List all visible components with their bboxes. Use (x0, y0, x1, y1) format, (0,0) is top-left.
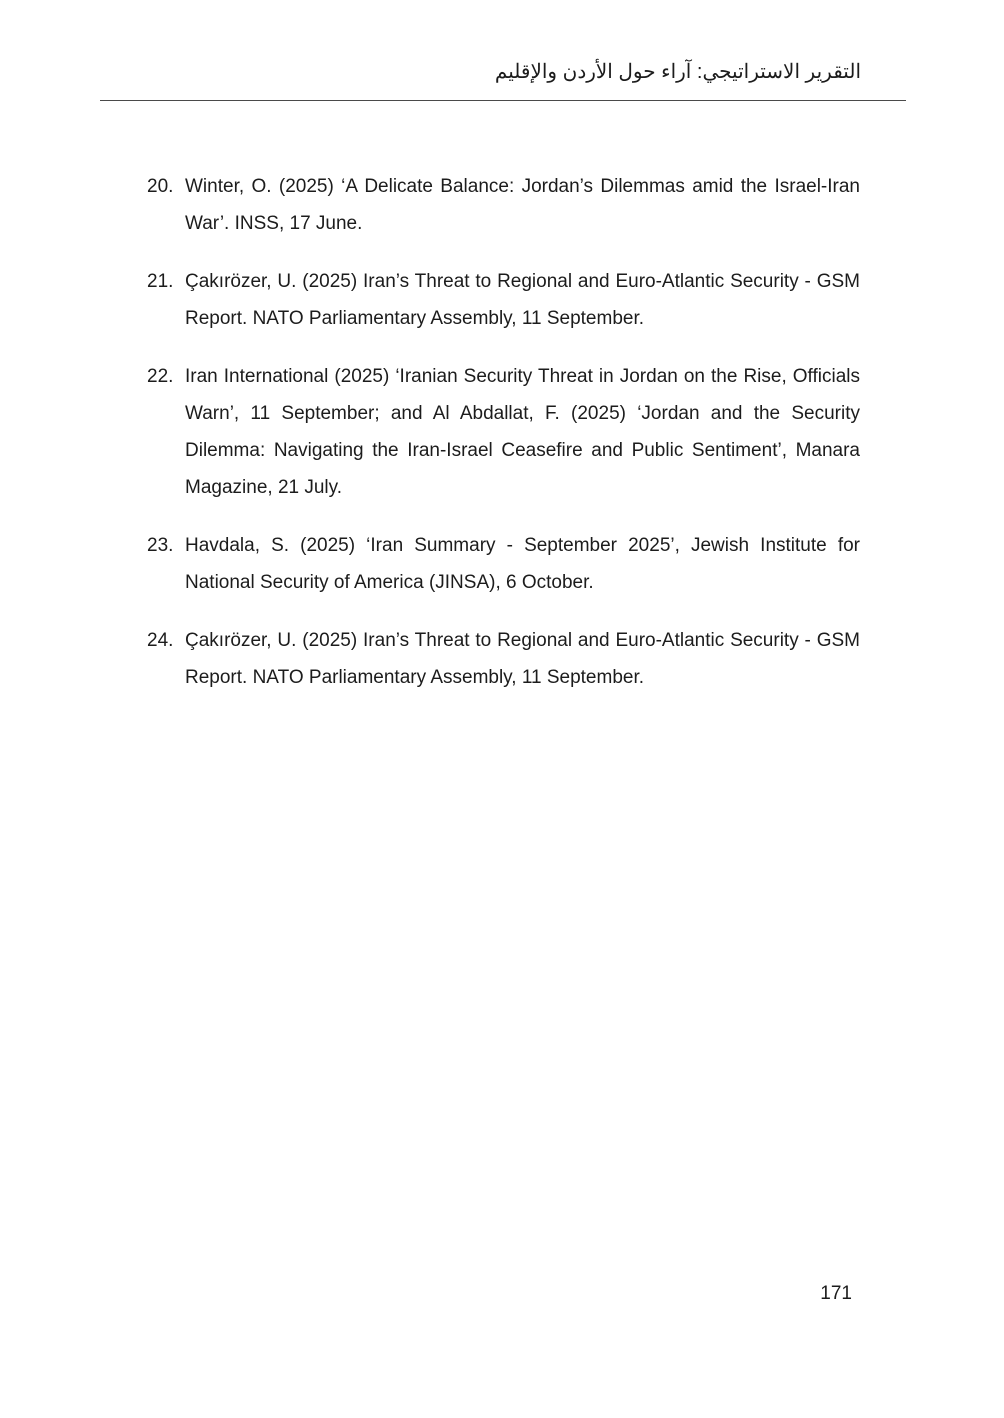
reference-item (147, 527, 860, 601)
reference-text: Iran International (2025) ‘Iranian Security Threat in Jordan on the Rise, Officials Warn’, 11 September; and Al Abdallat, F. (2025) ‘Jordan and the Security Dilemma: Navigating the Iran-Israel Ceasefire and Public Sentiment’, Manara Magazine, 21 July. (185, 366, 860, 498)
reference-number: 24. (147, 630, 174, 651)
reference-text: Çakırözer, U. (2025) Iran’s Threat to Regional and Euro-Atlantic Security - GSM Report. NATO Parliamentary Assembly, 11 September. (185, 630, 860, 688)
reference-text: Çakırözer, U. (2025) Iran’s Threat to Regional and Euro-Atlantic Security - GSM Report. NATO Parliamentary Assembly, 11 September. (185, 271, 860, 329)
page-number: 171 (820, 1283, 852, 1304)
reference-item (147, 358, 860, 506)
reference-item (147, 168, 860, 242)
reference-number: 21. (147, 271, 174, 292)
reference-number: 23. (147, 535, 174, 556)
reference-number: 20. (147, 176, 174, 197)
page-header (100, 0, 906, 101)
header-title-arabic: التقرير الاستراتيجي: آراء حول الأردن والإقليم (494, 61, 861, 83)
reference-text: Havdala, S. (2025) ‘Iran Summary - September 2025’, Jewish Institute for National Security of America (JINSA), 6 October. (185, 535, 860, 593)
reference-item (147, 263, 860, 337)
reference-text: Winter, O. (2025) ‘A Delicate Balance: Jordan’s Dilemmas amid the Israel-Iran War’. INSS, 17 June. (185, 176, 860, 234)
references-list (147, 168, 860, 717)
header-rule (100, 100, 906, 101)
reference-number: 22. (147, 366, 174, 387)
reference-item (147, 622, 860, 696)
